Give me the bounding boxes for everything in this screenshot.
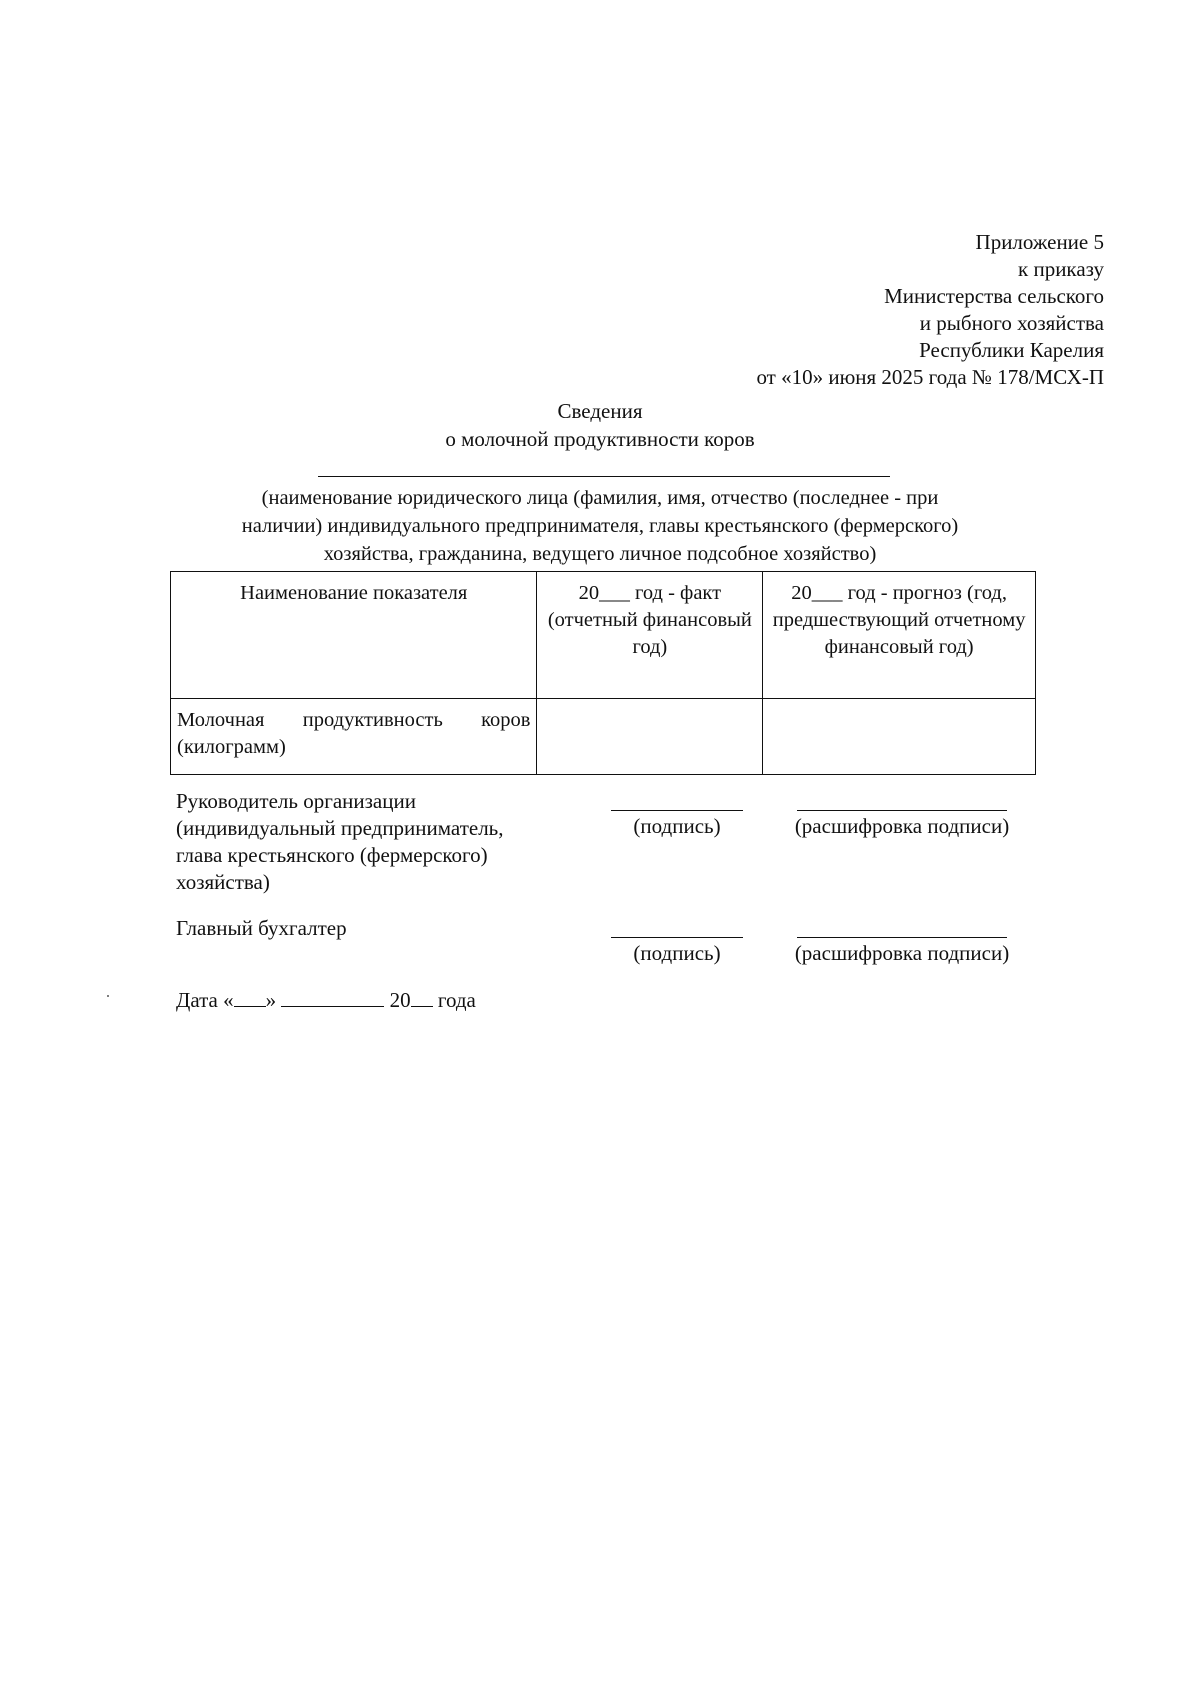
indicator-cell: Молочная продуктивность коров (килограмм)	[171, 699, 537, 775]
accountant-signature-line[interactable]	[611, 937, 743, 938]
accountant-signature-caption: (подпись)	[633, 941, 721, 965]
appendix-line: и рыбного хозяйства	[919, 311, 1104, 335]
date-month-blank[interactable]	[281, 988, 384, 1007]
accountant-decoding-caption: (расшифровка подписи)	[794, 941, 1010, 965]
date-line	[176, 988, 476, 1013]
appendix-line: к приказу	[1018, 257, 1104, 281]
head-signatory-label	[176, 788, 504, 896]
date-suffix: года	[437, 988, 476, 1012]
entity-caption-line-2: наличии) индивидуального предпринимателя, главы крестьянского (фермерского)	[241, 515, 959, 537]
table-row	[171, 699, 1036, 775]
title-line-1: Сведения	[557, 399, 643, 423]
productivity-table	[170, 571, 1036, 775]
entity-caption-line-1: (наименование юридического лица (фамилия, имя, отчество (последнее - при	[261, 487, 939, 509]
fact-value-cell[interactable]	[537, 699, 763, 775]
head-signature-line[interactable]	[611, 810, 743, 811]
table-header-row	[171, 572, 1036, 699]
header-fact-year: 20___ год - факт (отчетный финансовый год)	[537, 572, 763, 699]
scan-speck	[107, 995, 109, 997]
date-year-prefix: 20	[389, 988, 411, 1012]
entity-name-line[interactable]	[318, 476, 890, 477]
entity-caption-line-3: хозяйства, гражданина, ведущего личное подсобное хозяйство)	[323, 543, 877, 565]
forecast-value-cell[interactable]	[763, 699, 1036, 775]
date-prefix: Дата «	[176, 988, 234, 1012]
entity-caption	[150, 484, 1050, 568]
head-line-2: (индивидуальный предприниматель,	[176, 816, 504, 840]
head-decoding-line[interactable]	[797, 810, 1007, 811]
title-line-2: о молочной продуктивности коров	[445, 427, 755, 451]
appendix-line: Республики Карелия	[919, 338, 1104, 362]
date-day-blank[interactable]	[234, 988, 266, 1007]
appendix-block	[756, 229, 1104, 391]
header-forecast-year: 20___ год - прогноз (год, предшествующий отчетному финансовый год)	[763, 572, 1036, 699]
appendix-line: Приложение 5	[975, 230, 1104, 254]
head-line-4: хозяйства)	[176, 870, 270, 894]
head-line-3: глава крестьянского (фермерского)	[176, 843, 488, 867]
accountant-label: Главный бухгалтер	[176, 916, 347, 940]
appendix-line: от «10» июня 2025 года № 178/МСХ-П	[756, 365, 1104, 389]
document-title	[0, 397, 1200, 453]
header-indicator: Наименование показателя	[171, 572, 537, 699]
accountant-decoding-line[interactable]	[797, 937, 1007, 938]
head-signature-caption: (подпись)	[633, 814, 721, 838]
head-decoding-caption: (расшифровка подписи)	[794, 814, 1010, 838]
appendix-line: Министерства сельского	[884, 284, 1104, 308]
date-mid: »	[265, 988, 277, 1012]
head-line-1: Руководитель организации	[176, 789, 416, 813]
date-year-blank[interactable]	[411, 988, 433, 1007]
